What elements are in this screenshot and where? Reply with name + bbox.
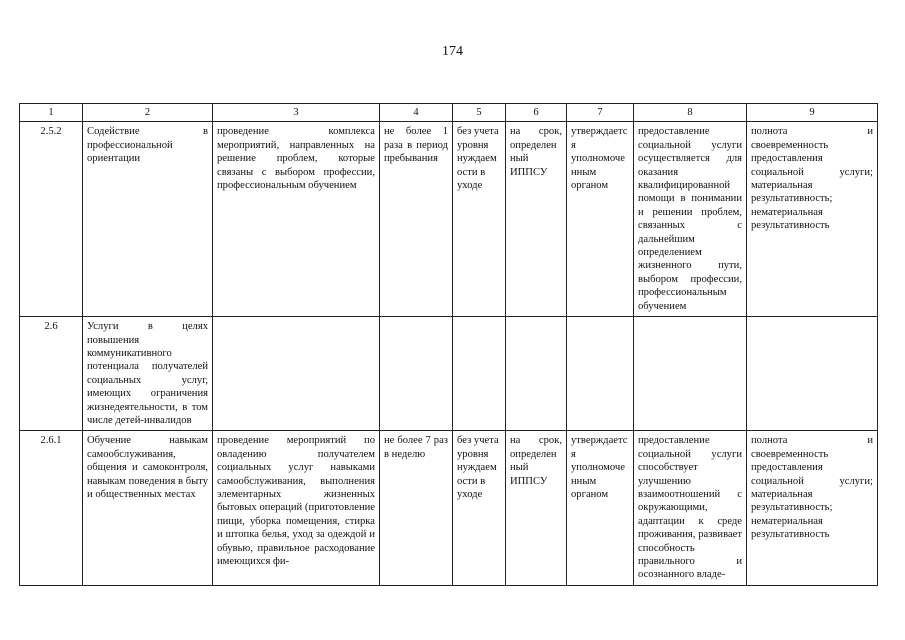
service-quality-criteria bbox=[747, 317, 878, 431]
service-description: проведение комплекса мероприятий, направленных на решение проблем, которые связаны с выбором профессии, профессиональным обучением bbox=[213, 122, 380, 317]
service-number: 2.6 bbox=[20, 317, 83, 431]
header-cell: 8 bbox=[634, 104, 747, 122]
header-cell: 5 bbox=[453, 104, 506, 122]
service-quality-criteria: полнота и своевременность предоставления социальной услуги; материальная результативность; нематериальная результативность bbox=[747, 122, 878, 317]
service-name: Обучение навыкам самообслуживания, общения и самоконтроля, навыкам поведения в быту и общественных местах bbox=[83, 431, 213, 585]
service-name: Услуги в целях повышения коммуникативного потенциала получателей социальных услуг, имеющих ограничения жизнедеятельности, в том числе детей-инвалидов bbox=[83, 317, 213, 431]
header-cell: 4 bbox=[380, 104, 453, 122]
service-frequency: не более 7 раз в неделю bbox=[380, 431, 453, 585]
service-need-level: без учета уровня нуждаемости в уходе bbox=[453, 122, 506, 317]
page-number: 174 bbox=[442, 44, 463, 59]
service-approval: утверждается уполномоченным органом bbox=[567, 431, 634, 585]
services-table bbox=[19, 103, 878, 586]
service-description: проведение мероприятий по овладению получателем социальных услуг навыками самообслуживания, выполнения элементарных жизненных бытовых операций (приготовление пищи, уборка помещения, стирка и штопка белья, уход за одеждой и обувью, правильное расходование имеющихся фи- bbox=[213, 431, 380, 585]
header-cell: 2 bbox=[83, 104, 213, 122]
service-frequency: не более 1 раза в период пребывания bbox=[380, 122, 453, 317]
header-cell: 3 bbox=[213, 104, 380, 122]
service-number: 2.6.1 bbox=[20, 431, 83, 585]
service-description bbox=[213, 317, 380, 431]
service-approval: утверждается уполномоченным органом bbox=[567, 122, 634, 317]
service-need-level bbox=[453, 317, 506, 431]
header-cell: 6 bbox=[506, 104, 567, 122]
service-term bbox=[506, 317, 567, 431]
service-approval bbox=[567, 317, 634, 431]
service-name: Содействие в профессиональной ориентации bbox=[83, 122, 213, 317]
service-term: на срок, определенный ИППСУ bbox=[506, 431, 567, 585]
header-cell: 1 bbox=[20, 104, 83, 122]
service-need-level: без учета уровня нуждаемости в уходе bbox=[453, 431, 506, 585]
service-provision-conditions: предоставление социальной услуги способствует улучшению взаимоотношений с окружающими, адаптации к среде проживания, развивает способность правильного и осознанного владе- bbox=[634, 431, 747, 585]
header-cell: 7 bbox=[567, 104, 634, 122]
service-frequency bbox=[380, 317, 453, 431]
service-provision-conditions: предоставление социальной услуги осуществляется для оказания квалифицированной помощи в понимании и решении проблем, связанных с дальнейшим определением жизненного пути, выбором профессии, профессиональным обучением bbox=[634, 122, 747, 317]
table-row bbox=[20, 122, 878, 317]
header-cell: 9 bbox=[747, 104, 878, 122]
service-quality-criteria: полнота и своевременность предоставления социальной услуги; материальная результативность; нематериальная результативность bbox=[747, 431, 878, 585]
service-term: на срок, определенный ИППСУ bbox=[506, 122, 567, 317]
service-number: 2.5.2 bbox=[20, 122, 83, 317]
table-row bbox=[20, 317, 878, 431]
service-provision-conditions bbox=[634, 317, 747, 431]
table-header-row bbox=[20, 104, 878, 122]
table-row bbox=[20, 431, 878, 585]
